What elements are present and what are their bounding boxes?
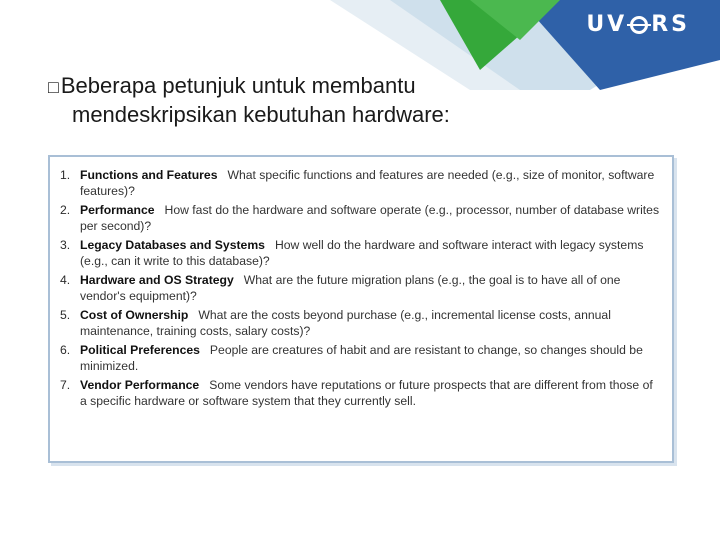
item-term: Cost of Ownership: [80, 308, 189, 322]
item-number: 6.: [60, 343, 71, 357]
heading-line-1: Beberapa petunjuk untuk membantu: [60, 73, 416, 98]
requirements-panel: [48, 155, 674, 463]
item-term: Vendor Performance: [80, 378, 200, 392]
logo-text-right: RS: [651, 12, 690, 37]
item-term: Political Preferences: [80, 343, 200, 357]
list-item: [60, 202, 662, 234]
item-term: Functions and Features: [80, 168, 218, 182]
item-number: 5.: [60, 308, 71, 322]
item-description: What are the future migration plans (e.g., the goal is to have all of one vendor's equipment)?: [80, 273, 621, 303]
requirements-list: [50, 157, 672, 409]
bullet-square-icon: □: [48, 77, 59, 98]
logo-text-left: UV: [586, 12, 628, 37]
list-item: [60, 237, 662, 269]
item-description: What are the costs beyond purchase (e.g., incremental license costs, annual maintenance, training costs, salary costs)?: [80, 308, 611, 338]
item-number: 2.: [60, 203, 71, 217]
item-number: 4.: [60, 273, 71, 287]
list-item: [60, 272, 662, 304]
logo-ring-icon: [630, 16, 648, 34]
list-item: [60, 167, 662, 199]
item-number: 7.: [60, 378, 71, 392]
item-number: 3.: [60, 238, 71, 252]
item-description: How fast do the hardware and software operate (e.g., processor, number of database writes per second)?: [80, 203, 660, 233]
uvers-logo: [586, 12, 690, 37]
list-item: [60, 307, 662, 339]
slide-heading: [48, 72, 648, 129]
item-description: Some vendors have reputations or future prospects that are different from those of a specific hardware or software system that they currently sell.: [80, 378, 653, 408]
item-term: Legacy Databases and Systems: [80, 238, 265, 252]
item-description: What specific functions and features are needed (e.g., size of monitor, software features)?: [80, 168, 655, 198]
item-term: Performance: [80, 203, 155, 217]
item-number: 1.: [60, 168, 71, 182]
item-description: People are creatures of habit and are resistant to change, so changes should be minimized.: [80, 343, 643, 373]
list-item: [60, 377, 662, 409]
heading-line-2: mendeskripsikan kebutuhan hardware:: [72, 102, 450, 128]
item-description: How well do the hardware and software interact with legacy systems (e.g., can it write to this database)?: [80, 238, 644, 268]
item-term: Hardware and OS Strategy: [80, 273, 234, 287]
list-item: [60, 342, 662, 374]
